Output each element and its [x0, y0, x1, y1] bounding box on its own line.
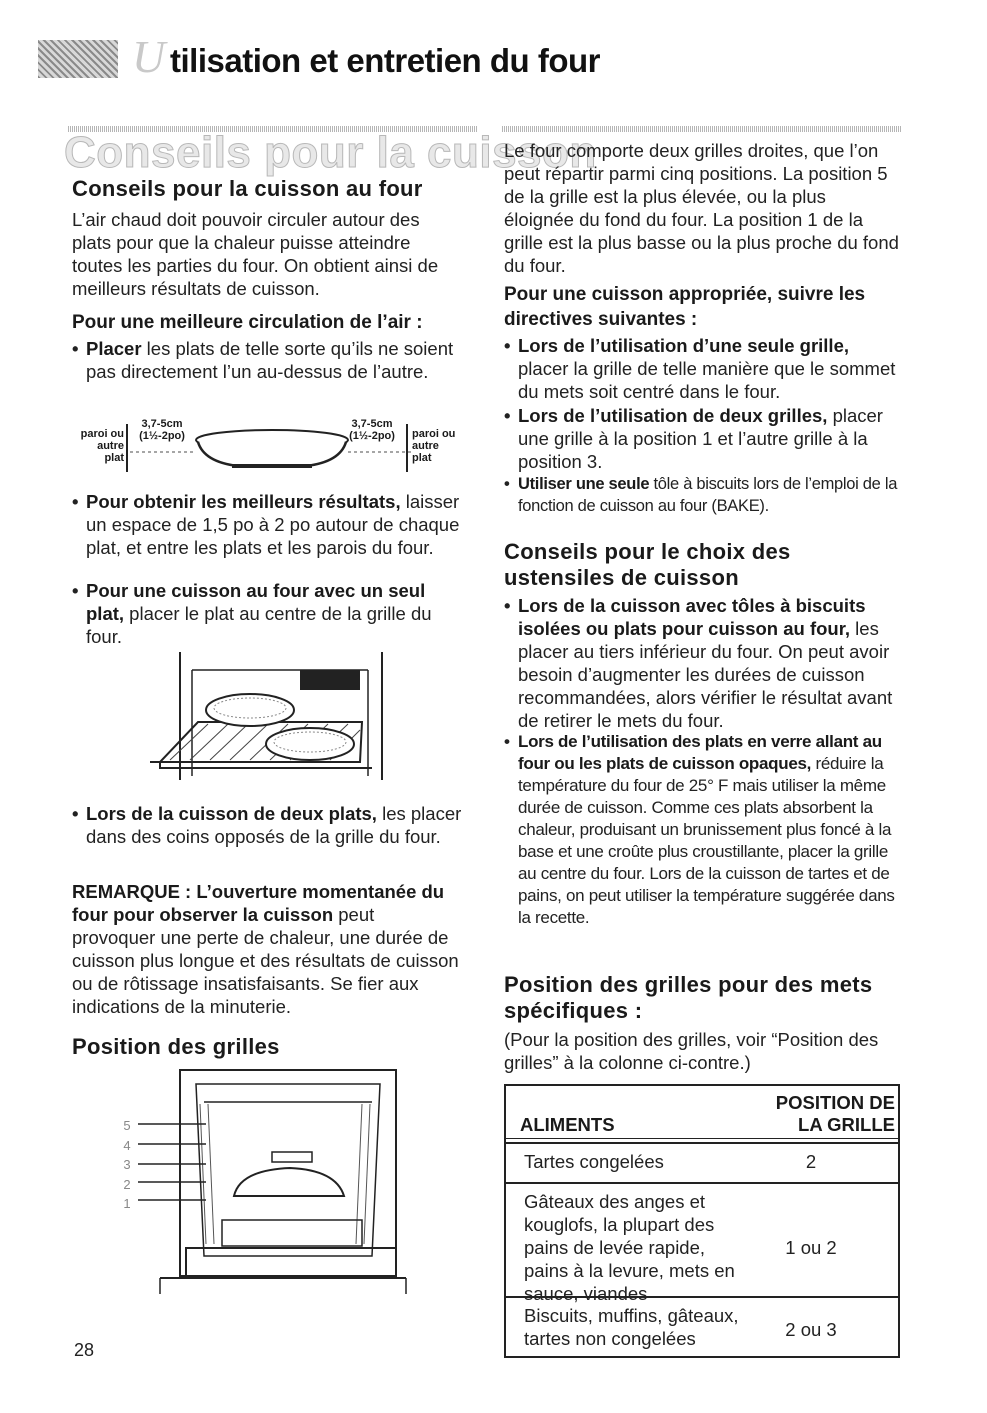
- page-number: 28: [74, 1340, 95, 1360]
- heading-ustensiles: Conseils pour le choix des ustensiles de cuisson: [504, 539, 791, 590]
- rack-number: 4: [123, 1137, 131, 1153]
- oven-cavity-drawing: [110, 1068, 410, 1298]
- table-divider: [506, 1182, 898, 1184]
- heading-position-mets: Position des grilles pour des mets spécifiques :: [504, 972, 873, 1023]
- bullet-dot: •: [504, 475, 510, 493]
- paragraph-intro-right: Le four comporte deux grilles droites, que l’on peut répartir parmi cinq positions. La position 5 de la grille est la plus élevée, ou la plus éloignée du fond du four. La position 1 de la grille est la plus basse ou la plus proche du fond du four.: [504, 140, 899, 276]
- label-distance-right: 3,7-5cm (1½-2po): [349, 418, 395, 442]
- bullet-text: réduire la température du four de 25° F mais utiliser la même durée de cuisson. Comme ces plats absorbent la chaleur, produisant un brunissement plus foncé à la base et une croûte plus croustillante, placer la grille au centre du four. Lors de la cuisson de tartes et de pains, on peut utiliser la température suggérée dans la recette.: [518, 754, 895, 927]
- bullet-deux-plats: [72, 802, 462, 848]
- bullet-bold: Pour une cuisson au four avec un seul plat,: [86, 580, 426, 624]
- rack-position-table: [504, 1084, 900, 1358]
- table-divider: [506, 1296, 898, 1298]
- heading-directives: Pour une cuisson appropriée, suivre les directives suivantes :: [504, 284, 866, 330]
- table-header-aliments: ALIMENTS: [520, 1114, 615, 1135]
- section-banner: Conseils pour la cuisson: [64, 128, 597, 177]
- rack-number: 2: [123, 1176, 131, 1192]
- table-cell-food: Gâteaux des anges et kouglofs, la plupart des pains de levée rapide, pains à la levure, mets en sauce, viandes: [524, 1191, 735, 1304]
- bullet-bold: Lors de l’utilisation de deux grilles,: [518, 405, 828, 426]
- label-wall-right: paroi ou autre plat: [412, 428, 456, 464]
- bullet-text: les placer dans des coins opposés de la grille du four.: [86, 803, 462, 847]
- header-ornament: [38, 40, 118, 78]
- table-cell-position: 1 ou 2: [785, 1237, 837, 1258]
- bullet-dot: •: [504, 732, 510, 751]
- bullet-placer: [72, 337, 462, 383]
- label-wall-left: paroi ou autre plat: [80, 428, 124, 464]
- bullet-meilleurs-resultats: [72, 490, 462, 559]
- bullet-bold: Pour obtenir les meilleurs résultats,: [86, 491, 401, 512]
- bullet-dot: •: [504, 405, 511, 426]
- bullet-seule-grille: [504, 334, 900, 403]
- bullet-text: les plats de telle sorte qu’ils ne soient pas directement l’un au-dessus de l’autre.: [86, 338, 454, 382]
- paragraph-intro-left: L’air chaud doit pouvoir circuler autour des plats pour que la chaleur puisse atteindre toutes les parties du four. On obtient ainsi de meilleurs résultats de cuisson.: [72, 209, 439, 299]
- spacing-diagram: [72, 418, 462, 476]
- wall-line-right: [406, 424, 408, 472]
- paragraph-voir-position: (Pour la position des grilles, voir “Position des grilles” à la colonne ci-contre.): [504, 1029, 879, 1073]
- rack-positions-diagram: [110, 1068, 410, 1298]
- bullet-seul-plat: [72, 579, 462, 648]
- rack-number: 3: [123, 1157, 131, 1172]
- bullet-text: placer la grille de telle manière que le sommet du mets soit centré dans le four.: [518, 358, 896, 402]
- heading-circulation-air: Pour une meilleure circulation de l’air :: [72, 312, 423, 333]
- rack-number: 5: [123, 1118, 131, 1133]
- bullet-une-seule-tole: [504, 474, 900, 517]
- bullet-dot: •: [72, 338, 79, 359]
- bullet-text: placer le plat au centre de la grille du four.: [86, 603, 432, 647]
- table-header-position: POSITION DE LA GRILLE: [775, 1092, 895, 1135]
- remarque-bold: REMARQUE : L’ouverture momentanée du four pour observer la cuisson: [72, 881, 445, 925]
- bullet-text: les placer au tiers inférieur du four. On peut avoir besoin d’augmenter les durées de cuisson recommandées, alors vérifier le résultat avant de retirer le mets du four.: [518, 618, 893, 731]
- bullet-dot: •: [72, 580, 79, 601]
- header-initial-letter: U: [132, 31, 166, 82]
- rack-number: 1: [123, 1196, 131, 1211]
- bullet-bold: Lors de l’utilisation des plats en verre allant au four ou les plats de cuisson opaques,: [518, 732, 882, 773]
- table-cell-food: Biscuits, muffins, gâteaux, tartes non congelées: [524, 1305, 739, 1349]
- bullet-text: laisser un espace de 1,5 po à 2 po autour de chaque plat, et entre les plats et les parois du four.: [86, 491, 460, 558]
- bullet-bold: Lors de la cuisson avec tôles à biscuits isolées ou plats pour cuisson au four,: [518, 595, 866, 639]
- table-divider: [506, 1142, 898, 1144]
- table-cell-position: 2: [805, 1151, 817, 1172]
- table-divider: [506, 1138, 898, 1139]
- bullet-dot: •: [504, 595, 511, 616]
- bullet-bold: Utiliser une seule: [518, 475, 650, 493]
- bullet-dot: •: [72, 803, 79, 824]
- table-cell-position: 2 ou 3: [785, 1319, 837, 1340]
- bullet-deux-grilles: [504, 404, 900, 473]
- label-distance-left: 3,7-5cm (1½-2po): [139, 418, 185, 442]
- bullet-bold: Placer: [86, 338, 142, 359]
- bullet-text: tôle à biscuits lors de l’emploi de la fonction de cuisson au four (BAKE).: [518, 475, 898, 515]
- rack-number-list: [118, 1116, 136, 1214]
- oven-two-dishes-illustration: [150, 650, 390, 790]
- page-title: tilisation et entretien du four: [170, 42, 601, 79]
- bullet-toles-isolees: [504, 594, 900, 732]
- table-cell-food: Tartes congelées: [524, 1151, 664, 1172]
- remarque-text: peut provoquer une perte de chaleur, une durée de cuisson plus longue et des résultats de cuisson ou de rôtissage insatisfaisants. Se fier aux indications de la minuterie.: [72, 904, 459, 1017]
- bullet-plats-verre: [504, 731, 900, 929]
- bullet-dot: •: [72, 491, 79, 512]
- bullet-bold: Lors de l’utilisation d’une seule grille,: [518, 335, 850, 356]
- paragraph-remarque: [72, 880, 462, 1018]
- bullet-dot: •: [504, 335, 511, 356]
- heading-conseils-cuisson-four: Conseils pour la cuisson au four: [72, 176, 423, 201]
- bullet-text: placer une grille à la position 1 et l’autre grille à la position 3.: [518, 405, 883, 472]
- heading-position-grilles: Position des grilles: [72, 1034, 280, 1059]
- bullet-bold: Lors de la cuisson de deux plats,: [86, 803, 377, 824]
